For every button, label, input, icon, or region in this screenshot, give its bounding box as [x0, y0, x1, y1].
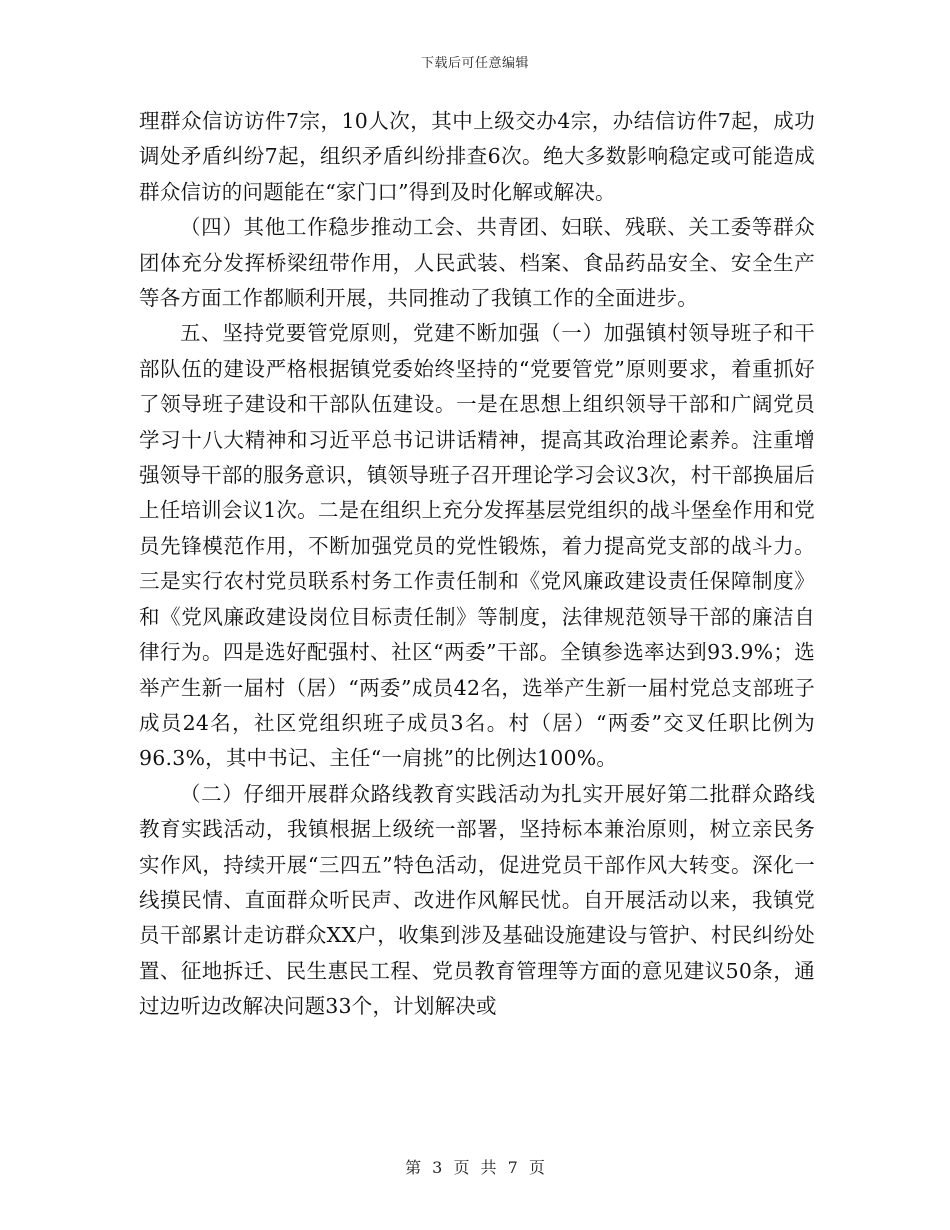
paragraph-other-work: （四）其他工作稳步推动工会、共青团、妇联、残联、关工委等群众团体充分发挥桥梁纽带作用，人民武装、档案、食品药品安全、安全生产等各方面工作都顺利开展，共同推动了我镇工作的全面进步。	[139, 215, 815, 311]
page-header: 下载后可任意编辑	[420, 56, 529, 71]
paragraph-continuation: 理群众信访访件7宗，10人次，其中上级交办4宗，办结信访件7起，成功调处矛盾纠纷7起，组织矛盾纠纷排查6次。绝大多数影响稳定或可能造成群众信访的问题能在“家门口”得到及时化解或解决。	[139, 109, 815, 204]
document-body	[139, 104, 815, 1025]
paragraph-party-building: 五、坚持党要管党原则，党建不断加强（一）加强镇村领导班子和干部队伍的建设严格根据镇党委始终坚持的“党要管党”原则要求，着重抓好了领导班子建设和干部队伍建设。一是在思想上组织领导干部和广阔党员学习十八大精神和习近平总书记讲话精神，提高其政治理论素养。注重增强领导干部的服务意识，镇领导班子召开理论学习会议3次，村干部换届后上任培训会议1次。二是在组织上充分发挥基层党组织的战斗堡垒作用和党员先锋模范作用，不断加强党员的党性锻炼，着力提高党支部的战斗力。三是实行农村党员联系村务工作责任制和《党风廉政建设责任保障制度》和《党风廉政建设岗位目标责任制》等制度，法律规范领导干部的廉洁自律行为。四是选好配强村、社区“两委”干部。全镇参选率达到93.9%；选举产生新一届村（居）“两委”成员42名，选举产生新一届村党总支部班子成员24名，社区党组织班子成员3名。村（居）“两委”交叉任职比例为96.3%，其中书记、主任“一肩挑”的比例达100%。	[139, 321, 815, 771]
paragraph-mass-line-education: （二）仔细开展群众路线教育实践活动为扎实开展好第二批群众路线教育实践活动，我镇根据上级统一部署，坚持标本兼治原则，树立亲民务实作风，持续开展“三四五”特色活动，促进党员干部作风大转变。深化一线摸民情、直面群众听民声、改进作风解民忧。自开展活动以来，我镇党员干部累计走访群众XX户，收集到涉及基础设施建设与管护、村民纠纷处置、征地拆迁、民生惠民工程、党员教育管理等方面的意见建议50条，通过边听边改解决问题33个，计划解决或	[139, 781, 815, 1019]
page-number-footer: 第 3 页 共 7 页	[405, 1158, 545, 1177]
